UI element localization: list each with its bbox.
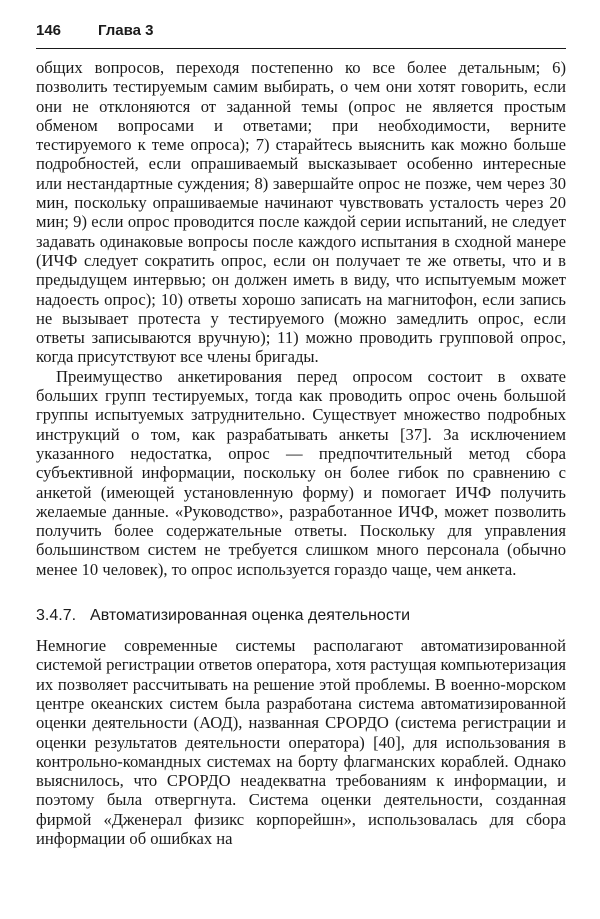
page-content — [36, 58, 566, 848]
book-page — [36, 22, 566, 848]
section-heading — [36, 606, 566, 626]
running-head — [36, 22, 566, 49]
section-title: Автоматизированная оценка деятельности — [90, 607, 411, 625]
chapter-title: Глава 3 — [98, 22, 154, 39]
paragraph-interview-rules: общих вопросов, переходя постепенно ко все более детальным; 6) позволить тестируемым самим выбирать, о чем они хотят говорить, если они не отклоняются от заданной темы (опрос не является простым обменом вопросами и ответами; при необходимости, верните тестируемого к теме опроса); 7) старайтесь выяснить как можно больше подробностей, если опрашиваемый высказывает особенно интересные или нестандартные суждения; 8) завершайте опрос не позже, чем через 30 мин, поскольку опрашиваемые начинают чувствовать усталость через 20 мин; 9) если опрос проводится после каждой серии испытаний, не следует задавать одинаковые вопросы после каждого испытания в сходной манере (ИЧФ следует сократить опрос, если он получает те же ответы, что и в предыдущем интервью; он должен иметь в виду, что испытуемым может надоесть опрос); 10) ответы хорошо записать на магнитофон, если запись не вызывает протеста у тестируемого (можно замедлить опрос, если ответы записываются вручную); 11) можно проводить групповой опрос, когда присутствуют все члены бригады. — [36, 58, 566, 367]
section-number: 3.4.7. — [36, 607, 77, 625]
page-number: 146 — [36, 22, 62, 39]
paragraph-questionnaire-advantage: Преимущество анкетирования перед опросом состоит в охвате больших групп тестируемых, тогда как проводить опрос очень большой группы испытуемых затруднительно. Существует множество подробных инструкций о том, как разрабатывать анкеты [37]. За исключением указанного недостатка, опрос — предпочтительный метод сбора субъективной информации, поскольку он более гибок по сравнению с анкетой (имеющей установленную форму) и помогает ИЧФ получить желаемые данные. «Руководство», разработанное ИЧФ, может позволить получить более содержательные ответы. Поскольку для управления большинством систем не требуется слишком много персонала (обычно менее 10 человек), то опрос используется гораздо чаще, чем анкета. — [36, 366, 566, 579]
paragraph-automated-evaluation: Немногие современные системы располагают автоматизированной системой регистрации ответов оператора, хотя растущая компьютеризация их позволяет рассчитывать на решение этой проблемы. В военно-морском центре океанских систем была разработана система автоматизированной оценки деятельности (АОД), названная СРОРДО (система регистрации и оценки результатов деятельности оператора) [40], для использования в контрольно-командных системах на борту флагманских кораблей. Однако выяснилось, что СРОРДО неадекватна требованиям к информации, и поэтому была отвергнута. Система оценки деятельности, созданная фирмой «Дженерал физикс корпорейшн», использовалась для сбора информации об ошибках на — [36, 636, 566, 848]
